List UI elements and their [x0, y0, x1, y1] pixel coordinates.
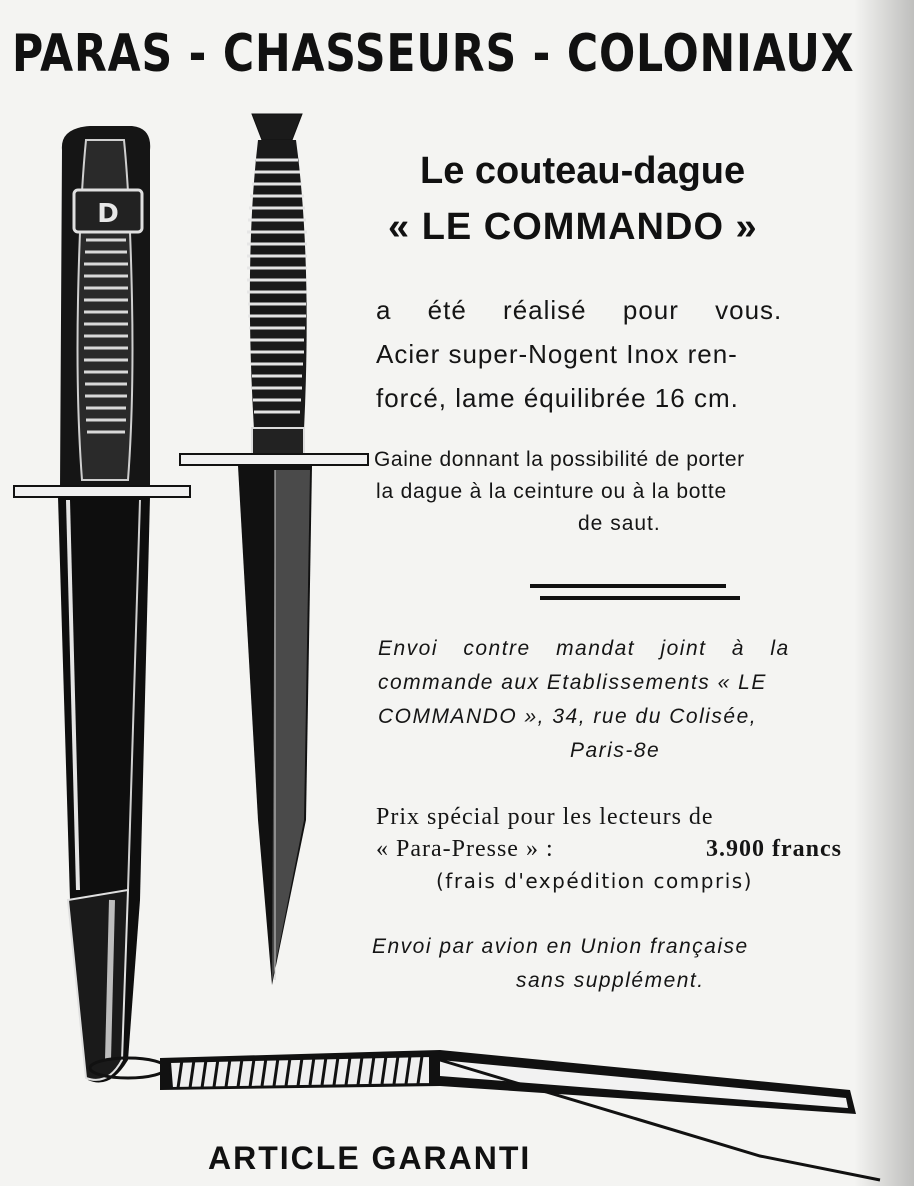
order-line1: Envoi contre mandat joint à la	[378, 637, 790, 660]
sheath-monogram: D	[97, 199, 119, 229]
sheath-drawing	[14, 126, 190, 1083]
price-label: « Para-Presse » :	[376, 836, 554, 862]
product-title-line1: Le couteau-dague	[420, 150, 746, 192]
order-line2: commande aux Etablissements « LE	[378, 671, 767, 694]
divider-bottom	[540, 596, 740, 600]
air-line2: sans supplément.	[516, 969, 705, 992]
order-line4: Paris-8e	[570, 739, 661, 762]
headline: PARAS - CHASSEURS - COLONIAUX	[12, 24, 855, 84]
price-line3: (frais d'expédition compris)	[436, 869, 753, 893]
description-line3: forcé, lame équilibrée 16 cm.	[376, 383, 739, 413]
price-line1: Prix spécial pour les lecteurs de	[376, 804, 714, 830]
footer-guarantee: ARTICLE GARANTI	[208, 1140, 532, 1176]
price-value: 3.900 francs	[706, 836, 842, 862]
dagger-drawing	[180, 114, 368, 985]
air-line1: Envoi par avion en Union française	[372, 935, 749, 958]
sheath-text-line1: Gaine donnant la possibilité de porter	[374, 448, 745, 471]
description-line2: Acier super-Nogent Inox ren-	[376, 339, 738, 369]
order-line3: COMMANDO », 34, rue du Colisée,	[378, 705, 758, 728]
divider-top	[530, 584, 726, 588]
description-line1: a été réalisé pour vous.	[376, 295, 783, 325]
sheath-text-line2: la dague à la ceinture ou à la botte	[376, 480, 728, 503]
product-title-line2: « LE COMMANDO »	[388, 206, 758, 248]
sheath-text-line3: de saut.	[578, 512, 661, 535]
